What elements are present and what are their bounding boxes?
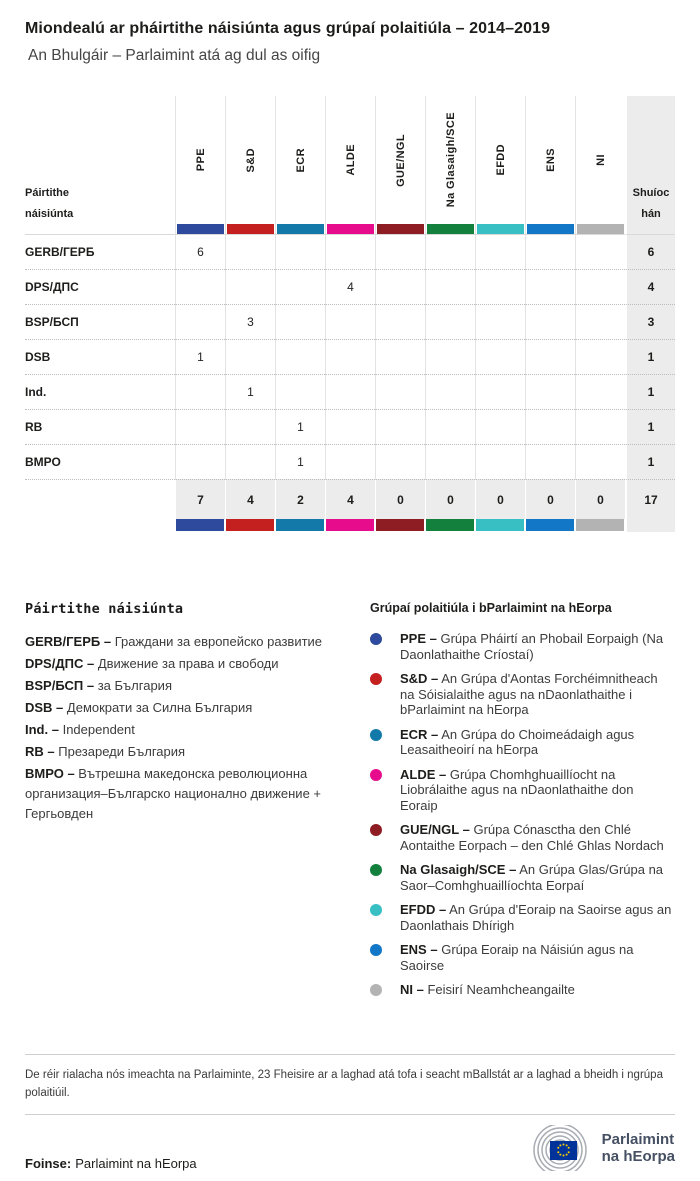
column-header-sd [225,96,275,234]
table-cell [575,444,625,479]
column-label: ECR [294,147,307,173]
source-line [25,1156,197,1171]
table-cell [425,234,475,269]
table-cell: 6 [175,234,225,269]
seats-cell: 1 [625,444,675,479]
table-cell [525,339,575,374]
group-color-bar [427,224,474,234]
totals-row-spacer [25,479,175,519]
table-cell [325,444,375,479]
group-color-bar [527,224,574,234]
national-parties-legend-heading: Páirtithe náisiúnta [25,601,184,617]
table-cell [475,374,525,409]
group-color-dot [370,633,382,645]
total-cell: 0 [525,479,575,519]
column-header-efdd [475,96,525,234]
table-cell [425,409,475,444]
table-cell [175,409,225,444]
table-cell [475,339,525,374]
table-cell [475,409,525,444]
table-cell [225,234,275,269]
infographic-page [0,20,700,1181]
european-parliament-logo [523,1125,675,1171]
group-color-bar [476,519,524,531]
column-label: Na Glasaigh/SCE [444,112,457,208]
table-cell [575,374,625,409]
total-cell: 2 [275,479,325,519]
column-label: S&D [244,147,257,173]
table-cell [425,304,475,339]
group-color-dot [370,864,382,876]
table-cell [175,269,225,304]
party-name: DPS/ДПС [25,269,175,304]
column-label: PPE [194,148,207,172]
table-cell: 1 [275,409,325,444]
legend-section [25,601,675,1007]
table-cell [425,444,475,479]
group-color-dot [370,984,382,996]
seats-column-label: Shuíochán [632,187,670,220]
table-cell [325,409,375,444]
table-cell [475,269,525,304]
bottom-bar-spacer [25,519,175,532]
column-header-ni [575,96,625,234]
group-color-dot [370,904,382,916]
seats-cell: 3 [625,304,675,339]
seats-cell: 1 [625,409,675,444]
group-legend-item: Na Glasaigh/SCE – An Grúpa Glas/Grúpa na Saor–Comhghuaillíochta Eorpaí [368,862,675,893]
total-cell: 0 [375,479,425,519]
page-subtitle: An Bhulgáir – Parlaimint atá ag dul as oifig [28,47,321,64]
table-cell: 3 [225,304,275,339]
table-cell [275,269,325,304]
column-header-guengl [375,96,425,234]
group-color-bar [227,224,274,234]
table-cell [175,304,225,339]
column-label: ALDE [344,144,357,176]
group-color-dot [370,824,382,836]
party-name: RB [25,409,175,444]
total-cell: 4 [325,479,375,519]
table-cell [275,339,325,374]
column-header-seats [625,96,675,234]
column-label: ENS [544,148,557,172]
table-cell [525,409,575,444]
table-cell [575,269,625,304]
total-cell: 4 [225,479,275,519]
national-parties-column-header: Páirtithe náisiúnta [25,187,74,220]
group-color-dot [370,944,382,956]
table-cell [475,304,525,339]
column-header-ecr [275,96,325,234]
group-color-bar [276,519,324,531]
national-parties-legend [25,601,368,1007]
party-name: BSP/БСП [25,304,175,339]
party-legend-item: DPS/ДПС – Движение за права и свободи [25,656,279,671]
table-cell [525,444,575,479]
total-cell: 0 [575,479,625,519]
party-legend-item: BSP/БСП – за България [25,678,172,693]
grand-total-cell: 17 [625,479,675,519]
seats-column-footer [625,519,675,532]
source-text: Parlaimint na hEorpa [75,1155,197,1171]
footer [25,1123,675,1181]
table-cell [325,234,375,269]
hemicycle-flag-icon [523,1125,595,1171]
table-cell [525,304,575,339]
table-cell [525,374,575,409]
table-cell [325,304,375,339]
table-cell: 1 [275,444,325,479]
column-label: NI [594,154,607,166]
table-cell [375,304,425,339]
table-cell [375,409,425,444]
party-name: GERB/ГЕРБ [25,234,175,269]
table-cell [475,234,525,269]
column-label: GUE/NGL [394,133,407,187]
table-cell [225,339,275,374]
table-cell [325,339,375,374]
table-cell: 4 [325,269,375,304]
group-color-bar [277,224,324,234]
seats-cell: 1 [625,374,675,409]
group-color-dot [370,729,382,741]
table-cell [425,339,475,374]
seats-table [25,96,675,532]
table-cell [375,374,425,409]
table-cell [375,444,425,479]
column-header-greens [425,96,475,234]
group-legend-item: PPE – Grúpa Pháirtí an Phobail Eorpaigh (Na Daonlathaithe Críostaí) [368,631,675,662]
group-color-bar [426,519,474,531]
group-color-bar [176,519,224,531]
group-legend-item: EFDD – An Grúpa d'Eoraip na Saoirse agus an Daonlathais Dhírigh [368,902,675,933]
party-legend-item: GERB/ГЕРБ – Граждани за европейско развитие [25,634,323,649]
group-legend-item: ALDE – Grúpa Chomhghuaillíocht na Liobrálaithe agus na nDaonlathaithe don Eoraip [368,767,675,814]
table-cell [575,409,625,444]
table-cell [425,269,475,304]
political-groups-legend-heading: Grúpaí polaitiúla i bParlaimint na hEorpa [370,601,612,615]
table-cell [475,444,525,479]
table-cell [175,444,225,479]
party-legend-item: RB – Презареди България [25,744,186,759]
group-color-bar [226,519,274,531]
logo-wordmark: Parlaimint na hEorpa [601,1130,675,1165]
group-color-bar [526,519,574,531]
group-color-bar [577,224,624,234]
table-cell [175,374,225,409]
group-color-bar [376,519,424,531]
table-cell [225,269,275,304]
table-cell [275,304,325,339]
table-cell [375,269,425,304]
party-legend-item: Ind. – Independent [25,722,135,737]
party-legend-item: DSB – Демократи за Силна България [25,700,253,715]
party-name: DSB [25,339,175,374]
source-label: Foinse: [25,1155,72,1171]
group-legend-item: S&D – An Grúpa d'Aontas Forchéimnitheach na Sóisialaithe agus na nDaonlathaithe i bParlaimint na hEorpa [368,671,675,718]
table-cell [575,234,625,269]
table-cell [375,339,425,374]
group-legend-item: GUE/NGL – Grúpa Cónasctha den Chlé Aontaithe Eorpach – den Chlé Ghlas Nordach [368,822,675,853]
table-cell: 1 [175,339,225,374]
group-color-dot [370,769,382,781]
column-header-ppe [175,96,225,234]
table-cell [225,409,275,444]
table-cell [325,374,375,409]
total-cell: 7 [175,479,225,519]
footnote: De réir rialacha nós imeachta na Parlaiminte, 23 Fheisire ar a laghad atá tofa i seacht mBallstát ar a laghad a bheidh i ngrúpa polaitiúil. [25,1054,675,1115]
column-header-alde [325,96,375,234]
group-color-bar [377,224,424,234]
total-cell: 0 [475,479,525,519]
table-cell [275,234,325,269]
table-cell [225,444,275,479]
column-label: EFDD [494,144,507,176]
party-name: Ind. [25,374,175,409]
group-legend-item: ENS – Grúpa Eoraip na Náisiún agus na Saoirse [368,942,675,973]
group-color-bar [177,224,224,234]
group-color-bar [477,224,524,234]
group-color-bar [326,519,374,531]
seats-cell: 4 [625,269,675,304]
group-color-bar [327,224,374,234]
table-corner-header [25,96,175,234]
table-cell [525,234,575,269]
table-cell [525,269,575,304]
seats-cell: 6 [625,234,675,269]
table-cell [575,304,625,339]
group-legend-item: ECR – An Grúpa do Choimeádaigh agus Leasaitheoirí na hEorpa [368,727,675,758]
table-cell [425,374,475,409]
group-color-bar [576,519,624,531]
table-cell [575,339,625,374]
table-cell [275,374,325,409]
political-groups-legend [368,601,675,1007]
party-legend-item: ВМРО – Вътрешна македонска революционна организация–Българско национално движение + Гергьовден [25,766,322,821]
seats-cell: 1 [625,339,675,374]
group-legend-item: NI – Feisirí Neamhcheangailte [368,982,675,998]
total-cell: 0 [425,479,475,519]
column-header-ens [525,96,575,234]
table-cell [375,234,425,269]
table-cell: 1 [225,374,275,409]
party-name: ВМРО [25,444,175,479]
page-title: Miondealú ar pháirtithe náisiúnta agus grúpaí polaitiúla – 2014–2019 [25,20,551,37]
group-color-dot [370,673,382,685]
